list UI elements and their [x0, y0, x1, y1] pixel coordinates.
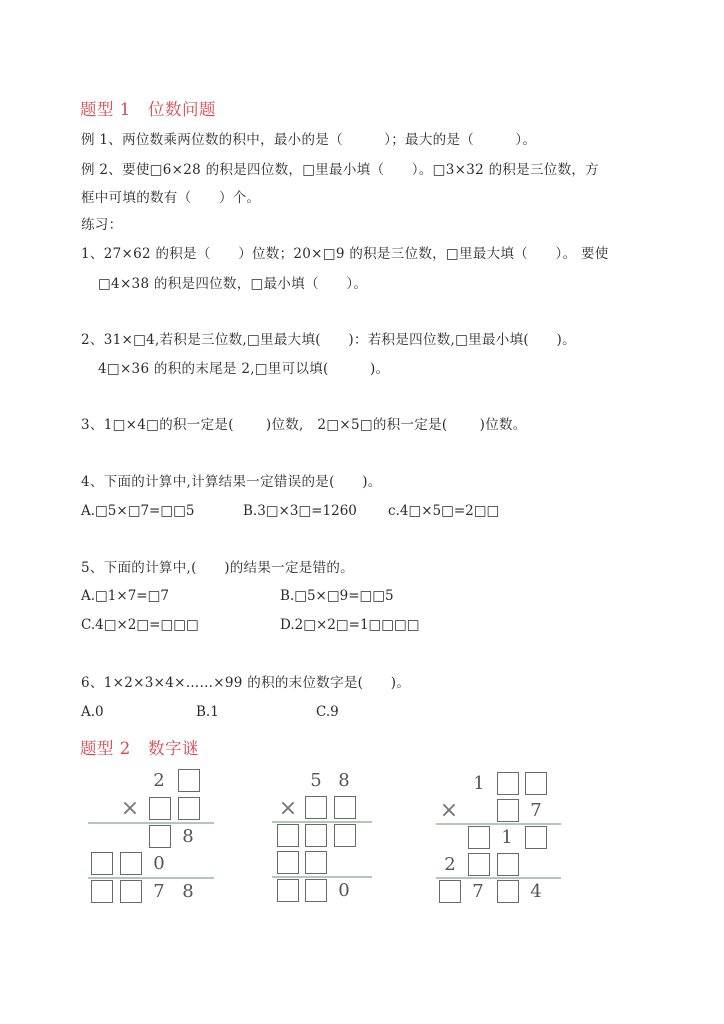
question-1: 1、27×62 的积是（ ）位数；20×□9 的积是三位数，□里最大填（ ）。 要使 [81, 246, 609, 262]
digit: 1 [473, 773, 485, 794]
blank-box[interactable] [497, 772, 519, 795]
blank-box[interactable] [497, 799, 519, 822]
blank-box[interactable] [305, 796, 327, 819]
blank-box[interactable] [277, 851, 299, 874]
digit: 8 [182, 881, 194, 902]
calc-rule [272, 821, 372, 823]
blank-box[interactable] [497, 880, 519, 903]
q6-option-a: A.0 [81, 704, 104, 720]
blank-box[interactable] [525, 826, 547, 849]
blank-box[interactable] [305, 879, 327, 902]
blank-box[interactable] [439, 880, 461, 903]
blank-box[interactable] [178, 769, 200, 792]
blank-box[interactable] [305, 824, 327, 847]
blank-box[interactable] [149, 797, 171, 820]
question-1-cont: □4×38 的积是四位数，□最小填（ ）。 [98, 276, 368, 292]
blank-box[interactable] [334, 796, 356, 819]
digit: 5 [310, 770, 322, 791]
practice-label: 练习： [81, 217, 123, 233]
blank-box[interactable] [468, 826, 490, 849]
digit: 1 [501, 827, 513, 848]
q5-option-c: C.4□×2□=□□□ [81, 617, 199, 633]
example-2-cont: 框中可填的数有（ ）个。 [81, 190, 261, 206]
digit: 8 [182, 826, 194, 847]
digit: 7 [472, 881, 484, 902]
times-sign: × [120, 796, 140, 821]
times-sign: × [439, 798, 459, 823]
question-6: 6、1×2×3×4×……×99 的积的末位数字是( )。 [81, 675, 411, 691]
digit: 0 [153, 853, 165, 874]
example-1: 例 1、两位数乘两位数的积中，最小的是（ ）；最大的是（ ）。 [81, 132, 537, 148]
digit: 2 [153, 770, 165, 791]
blank-box[interactable] [305, 851, 327, 874]
blank-box[interactable] [277, 879, 299, 902]
blank-box[interactable] [497, 853, 519, 876]
q4-option-a: A.□5×□7=□□5 [81, 503, 195, 519]
digit: 7 [530, 800, 542, 821]
blank-box[interactable] [91, 852, 113, 875]
q5-option-d: D.2□×2□=1□□□□ [280, 617, 420, 633]
blank-box[interactable] [277, 824, 299, 847]
calc-rule [272, 876, 372, 878]
q6-option-b: B.1 [196, 704, 219, 720]
question-4: 4、下面的计算中,计算结果一定错误的是( )。 [81, 474, 382, 490]
blank-box[interactable] [149, 825, 171, 848]
q4-option-c: c.4□×5□=2□□ [388, 503, 500, 519]
blank-box[interactable] [91, 880, 113, 903]
digit: 2 [444, 854, 456, 875]
q4-option-b: B.3□×3□=1260 [243, 503, 357, 519]
blank-box[interactable] [120, 852, 142, 875]
section-heading-digit-puzzle: 题型 2 数字谜 [80, 739, 199, 758]
question-2: 2、31×□4,若积是三位数,□里最大填( )：若积是四位数,□里最小填( )。 [81, 332, 576, 348]
times-sign: × [278, 796, 298, 821]
question-5: 5、下面的计算中,( )的结果一定是错的。 [81, 560, 354, 576]
blank-box[interactable] [525, 772, 547, 795]
digit: 8 [338, 770, 350, 791]
blank-box[interactable] [468, 853, 490, 876]
blank-box[interactable] [334, 824, 356, 847]
blank-box[interactable] [120, 880, 142, 903]
blank-box[interactable] [178, 797, 200, 820]
digit: 0 [338, 880, 350, 901]
q5-option-a: A.□1×7=□7 [81, 588, 169, 604]
section-heading-digit-count: 题型 1 位数问题 [80, 100, 216, 119]
digit: 4 [530, 881, 542, 902]
question-3: 3、1□×4□的积一定是( )位数, 2□×5□的积一定是( )位数。 [81, 417, 527, 433]
example-2: 例 2、要使□6×28 的积是四位数，□里最小填（ ）。□3×32 的积是三位数，方 [81, 162, 599, 178]
digit: 7 [153, 881, 165, 902]
question-2-cont: 4□×36 的积的末尾是 2,□里可以填( )。 [98, 361, 390, 377]
q5-option-b: B.□5×□9=□□5 [280, 588, 394, 604]
q6-option-c: C.9 [316, 704, 339, 720]
